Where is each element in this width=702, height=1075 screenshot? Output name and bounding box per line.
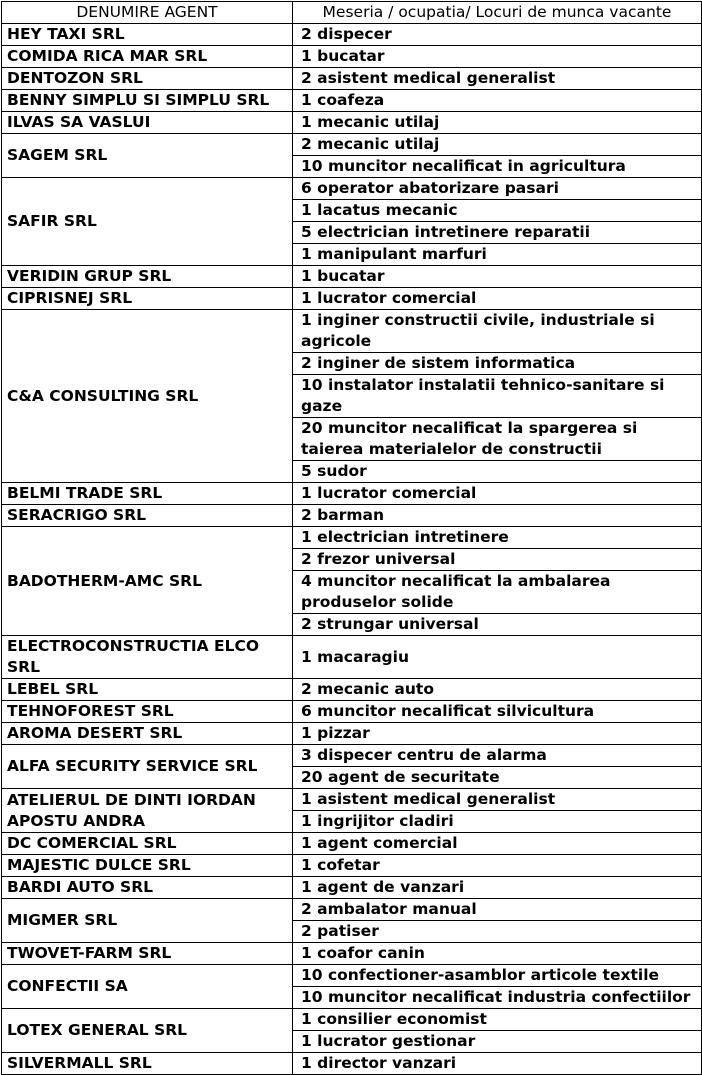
table-row bbox=[2, 112, 702, 134]
job-vacancy-cell: 20 muncitor necalificat la spargerea si taierea materialelor de constructii bbox=[293, 418, 702, 461]
table-row bbox=[2, 679, 702, 701]
table-row bbox=[2, 701, 702, 723]
job-vacancy-cell: 4 muncitor necalificat la ambalarea produselor solide bbox=[293, 571, 702, 614]
table-row bbox=[2, 1053, 702, 1075]
agent-name-cell: COMIDA RICA MAR SRL bbox=[2, 46, 293, 68]
agent-name-cell: BARDI AUTO SRL bbox=[2, 877, 293, 899]
job-vacancy-cell: 1 cofetar bbox=[293, 855, 702, 877]
table-row bbox=[2, 745, 702, 767]
table-row bbox=[2, 505, 702, 527]
agent-column-header: DENUMIRE AGENT bbox=[2, 2, 293, 24]
job-vacancy-cell: 20 agent de securitate bbox=[293, 767, 702, 789]
agent-name-cell: HEY TAXI SRL bbox=[2, 24, 293, 46]
table-row bbox=[2, 1009, 702, 1031]
job-vacancy-cell: 1 lucrator comercial bbox=[293, 483, 702, 505]
agent-name-cell: AROMA DESERT SRL bbox=[2, 723, 293, 745]
agent-name-cell: ILVAS SA VASLUI bbox=[2, 112, 293, 134]
table-row bbox=[2, 527, 702, 549]
job-vacancy-cell: 2 inginer de sistem informatica bbox=[293, 353, 702, 375]
job-vacancy-cell: 5 electrician intretinere reparatii bbox=[293, 222, 702, 244]
job-column-header: Meseria / ocupatia/ Locuri de munca vacante bbox=[293, 2, 702, 24]
job-vacancy-cell: 1 lacatus mecanic bbox=[293, 200, 702, 222]
job-vacancy-cell: 1 ingrijitor cladiri bbox=[293, 811, 702, 833]
agent-name-cell: ELECTROCONSTRUCTIA ELCO SRL bbox=[2, 636, 293, 679]
job-vacancy-cell: 1 coafeza bbox=[293, 90, 702, 112]
agent-name-cell: SAFIR SRL bbox=[2, 178, 293, 266]
job-vacancy-cell: 1 agent comercial bbox=[293, 833, 702, 855]
agent-name-cell: MAJESTIC DULCE SRL bbox=[2, 855, 293, 877]
agent-name-cell: DC COMERCIAL SRL bbox=[2, 833, 293, 855]
table-row bbox=[2, 899, 702, 921]
table-row bbox=[2, 723, 702, 745]
header-row bbox=[2, 2, 702, 24]
table-row bbox=[2, 483, 702, 505]
job-vacancy-cell: 1 inginer constructii civile, industriale si agricole bbox=[293, 310, 702, 353]
agent-name-cell: DENTOZON SRL bbox=[2, 68, 293, 90]
agent-name-cell: BELMI TRADE SRL bbox=[2, 483, 293, 505]
agent-name-cell: MIGMER SRL bbox=[2, 899, 293, 943]
agent-name-cell: C&A CONSULTING SRL bbox=[2, 310, 293, 483]
job-vacancy-cell: 1 manipulant marfuri bbox=[293, 244, 702, 266]
job-vacancy-cell: 1 macaragiu bbox=[293, 636, 702, 679]
job-vacancy-cell: 2 patiser bbox=[293, 921, 702, 943]
agent-name-cell: CONFECTII SA bbox=[2, 965, 293, 1009]
table-body bbox=[2, 24, 702, 1075]
agent-name-cell: BENNY SIMPLU SI SIMPLU SRL bbox=[2, 90, 293, 112]
job-vacancy-cell: 3 dispecer centru de alarma bbox=[293, 745, 702, 767]
job-vacancy-cell: 1 coafor canin bbox=[293, 943, 702, 965]
job-vacancy-cell: 1 director vanzari bbox=[293, 1053, 702, 1075]
job-vacancy-cell: 5 sudor bbox=[293, 461, 702, 483]
agent-name-cell: LEBEL SRL bbox=[2, 679, 293, 701]
job-vacancy-cell: 10 confectioner-asamblor articole textile bbox=[293, 965, 702, 987]
job-vacancy-cell: 1 bucatar bbox=[293, 266, 702, 288]
job-vacancy-cell: 1 pizzar bbox=[293, 723, 702, 745]
agent-name-cell: TWOVET-FARM SRL bbox=[2, 943, 293, 965]
job-vacancy-cell: 6 operator abatorizare pasari bbox=[293, 178, 702, 200]
job-vacancy-cell: 10 muncitor necalificat in agricultura bbox=[293, 156, 702, 178]
table-row bbox=[2, 68, 702, 90]
job-vacancy-cell: 6 muncitor necalificat silvicultura bbox=[293, 701, 702, 723]
table-row bbox=[2, 310, 702, 353]
job-vacancy-cell: 2 strungar universal bbox=[293, 614, 702, 636]
job-vacancy-cell: 2 ambalator manual bbox=[293, 899, 702, 921]
table-row bbox=[2, 24, 702, 46]
agent-name-cell: SAGEM SRL bbox=[2, 134, 293, 178]
agent-name-cell: LOTEX GENERAL SRL bbox=[2, 1009, 293, 1053]
job-vacancy-cell: 2 asistent medical generalist bbox=[293, 68, 702, 90]
job-vacancy-cell: 10 muncitor necalificat industria confectiilor bbox=[293, 987, 702, 1009]
job-vacancy-cell: 1 agent de vanzari bbox=[293, 877, 702, 899]
job-vacancy-cell: 1 consilier economist bbox=[293, 1009, 702, 1031]
job-vacancy-cell: 1 electrician intretinere bbox=[293, 527, 702, 549]
job-vacancy-cell: 1 lucrator comercial bbox=[293, 288, 702, 310]
table-row bbox=[2, 965, 702, 987]
table-row bbox=[2, 288, 702, 310]
job-vacancy-cell: 1 bucatar bbox=[293, 46, 702, 68]
agent-name-cell: VERIDIN GRUP SRL bbox=[2, 266, 293, 288]
job-vacancy-cell: 10 instalator instalatii tehnico-sanitare si gaze bbox=[293, 375, 702, 418]
table-row bbox=[2, 178, 702, 200]
agent-name-cell: SILVERMALL SRL bbox=[2, 1053, 293, 1075]
agent-name-cell: ALFA SECURITY SERVICE SRL bbox=[2, 745, 293, 789]
job-vacancy-cell: 2 mecanic auto bbox=[293, 679, 702, 701]
table-row bbox=[2, 134, 702, 156]
table-row bbox=[2, 877, 702, 899]
job-vacancy-cell: 1 lucrator gestionar bbox=[293, 1031, 702, 1053]
job-vacancy-cell: 2 barman bbox=[293, 505, 702, 527]
job-vacancy-cell: 2 mecanic utilaj bbox=[293, 134, 702, 156]
agent-name-cell: ATELIERUL DE DINTI IORDAN APOSTU ANDRA bbox=[2, 789, 293, 833]
table-row bbox=[2, 833, 702, 855]
agent-name-cell: BADOTHERM-AMC SRL bbox=[2, 527, 293, 636]
table-row bbox=[2, 855, 702, 877]
agent-name-cell: CIPRISNEJ SRL bbox=[2, 288, 293, 310]
job-vacancy-cell: 2 frezor universal bbox=[293, 549, 702, 571]
vacancies-table bbox=[1, 1, 702, 1075]
table-row bbox=[2, 46, 702, 68]
table-row bbox=[2, 636, 702, 679]
table-row bbox=[2, 90, 702, 112]
table-row bbox=[2, 943, 702, 965]
table-row bbox=[2, 266, 702, 288]
table-row bbox=[2, 789, 702, 811]
agent-name-cell: TEHNOFOREST SRL bbox=[2, 701, 293, 723]
job-vacancy-cell: 1 asistent medical generalist bbox=[293, 789, 702, 811]
job-vacancy-cell: 2 dispecer bbox=[293, 24, 702, 46]
job-vacancy-cell: 1 mecanic utilaj bbox=[293, 112, 702, 134]
agent-name-cell: SERACRIGO SRL bbox=[2, 505, 293, 527]
